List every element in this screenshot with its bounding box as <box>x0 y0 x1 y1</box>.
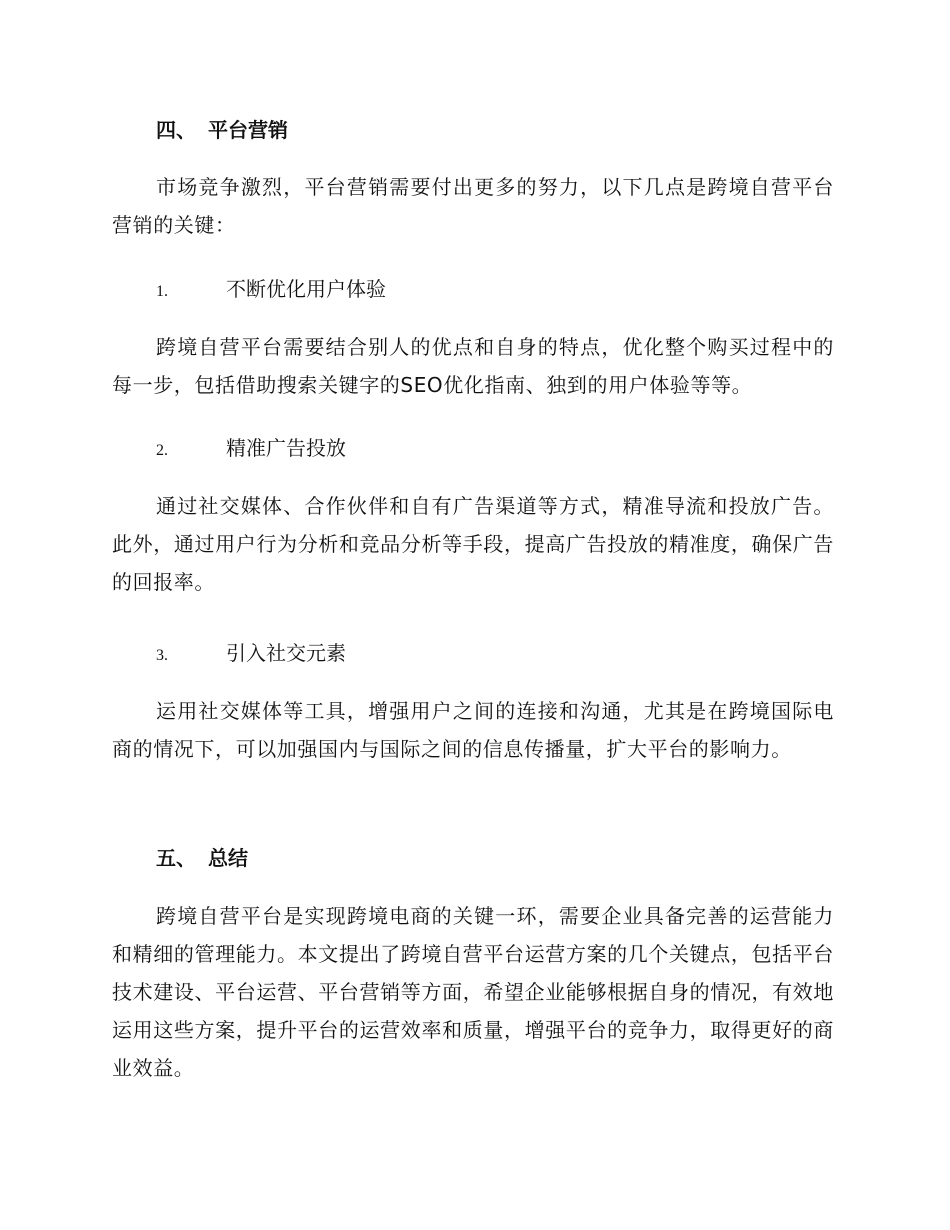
list-item-3-title: 引入社交元素 <box>226 641 346 665</box>
section-4-number: 四、 <box>156 118 196 142</box>
section-4-title: 平台营销 <box>208 118 288 142</box>
list-item-3-heading <box>156 639 346 670</box>
list-item-2-heading <box>156 434 346 465</box>
list-item-2-title: 精准广告投放 <box>226 436 346 460</box>
section-4-heading <box>156 116 288 144</box>
list-item-3-body: 运用社交媒体等工具，增强用户之间的连接和沟通，尤其是在跨境国际电商的情况下，可以加强国内与国际之间的信息传播量，扩大平台的影响力。 <box>112 699 834 761</box>
section-5-heading <box>156 844 248 872</box>
list-item-3-index: 3. <box>156 647 168 664</box>
list-item-2-index: 2. <box>156 442 168 459</box>
list-item-1-index: 1. <box>156 283 168 300</box>
section-5-body: 跨境自营平台是实现跨境电商的关键一环，需要企业具备完善的运营能力和精细的管理能力。本文提出了跨境自营平台运营方案的几个关键点，包括平台技术建设、平台运营、平台营销等方面，希望企业能够根据自身的情况，有效地运用这些方案，提升平台的运营效率和质量，增强平台的竞争力，取得更好的商业效益。 <box>112 904 834 1080</box>
list-item-1-heading <box>156 275 386 306</box>
list-item-1-body: 跨境自营平台需要结合别人的优点和自身的特点，优化整个购买过程中的每一步，包括借助搜索关键字的SEO优化指南、独到的用户体验等等。 <box>112 335 834 397</box>
list-item-2-body: 通过社交媒体、合作伙伴和自有广告渠道等方式，精准导流和投放广告。此外，通过用户行为分析和竞品分析等手段，提高广告投放的精准度，确保广告的回报率。 <box>112 494 834 594</box>
list-item-1-title: 不断优化用户体验 <box>226 277 386 301</box>
section-5-title: 总结 <box>208 846 248 870</box>
section-4-intro: 市场竞争激烈，平台营销需要付出更多的努力，以下几点是跨境自营平台营销的关键： <box>112 175 834 237</box>
section-5-number: 五、 <box>156 846 196 870</box>
